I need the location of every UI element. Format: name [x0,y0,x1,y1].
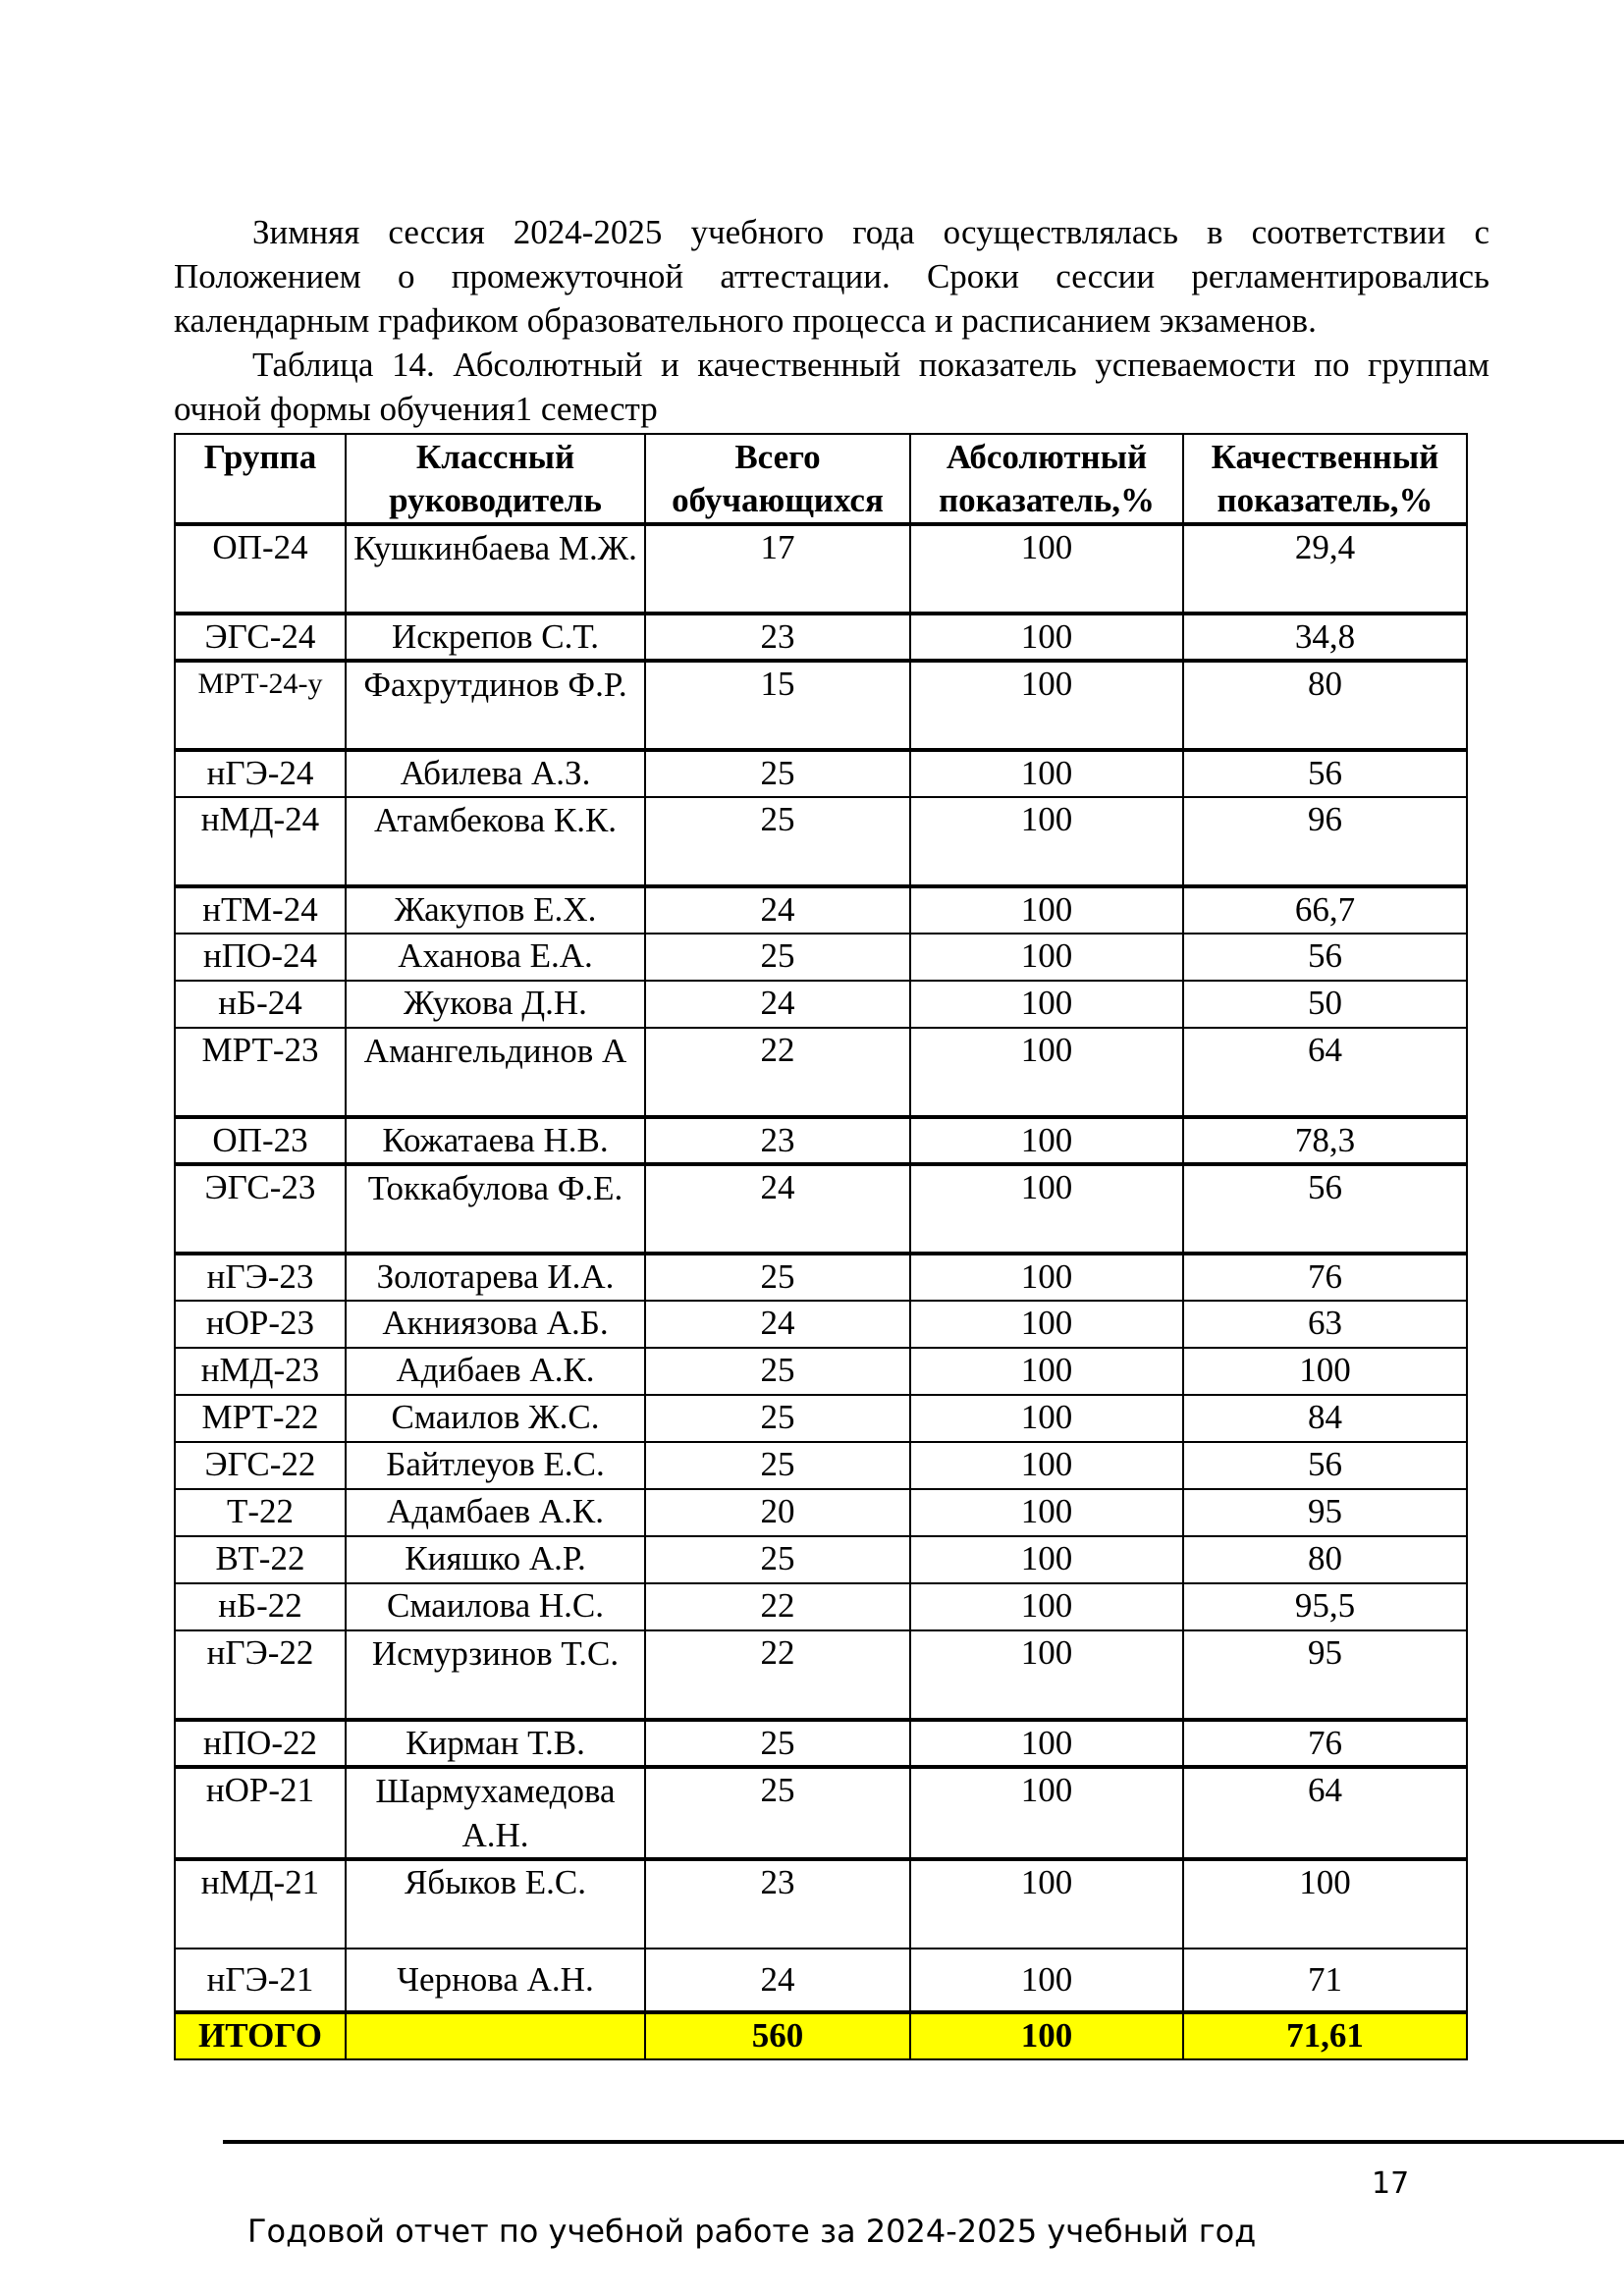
cell-group: Т-22 [175,1489,346,1536]
cell-group: МРТ-24-у [175,661,346,750]
table-row [175,1720,1467,1767]
cell-students: 22 [645,1583,910,1630]
cell-students: 24 [645,981,910,1028]
cell-students: 25 [645,1254,910,1301]
cell-teacher: Жакупов Е.Х. [346,886,645,934]
table-header-row [175,434,1467,524]
cell-quality: 84 [1183,1395,1467,1442]
cell-group: нПО-22 [175,1720,346,1767]
cell-absolute: 100 [910,1949,1183,2012]
cell-group: нГЭ-21 [175,1949,346,2012]
cell-quality: 80 [1183,661,1467,750]
table-row [175,1117,1467,1164]
total-row [175,2012,1467,2059]
table-row [175,750,1467,797]
total-students: 560 [645,2012,910,2059]
cell-teacher: Аханова Е.А. [346,934,645,981]
cell-quality: 78,3 [1183,1117,1467,1164]
total-quality: 71,61 [1183,2012,1467,2059]
cell-teacher: Смаилов Ж.С. [346,1395,645,1442]
cell-absolute: 100 [910,750,1183,797]
cell-group: нМД-24 [175,797,346,886]
total-label: ИТОГО [175,2012,346,2059]
cell-group: ЭГС-22 [175,1442,346,1489]
cell-teacher: Акниязова А.Б. [346,1301,645,1348]
cell-students: 20 [645,1489,910,1536]
cell-quality: 95 [1183,1489,1467,1536]
cell-students: 15 [645,661,910,750]
cell-group: нБ-24 [175,981,346,1028]
header-absolute: Абсолютный показатель,% [910,434,1183,524]
table-row [175,1442,1467,1489]
cell-group: ОП-23 [175,1117,346,1164]
cell-students: 22 [645,1028,910,1117]
performance-table [174,433,1468,2060]
cell-students: 23 [645,614,910,661]
cell-students: 23 [645,1859,910,1949]
cell-group: нБ-22 [175,1583,346,1630]
table-row [175,1348,1467,1395]
table-row [175,1301,1467,1348]
footer-title: Годовой отчет по учебной работе за 2024-2025 учебный год [247,2213,1257,2250]
cell-students: 17 [645,524,910,614]
cell-absolute: 100 [910,981,1183,1028]
cell-absolute: 100 [910,1348,1183,1395]
cell-teacher: Золотарева И.А. [346,1254,645,1301]
cell-students: 25 [645,1395,910,1442]
cell-quality: 76 [1183,1720,1467,1767]
cell-teacher: Кожатаева Н.В. [346,1117,645,1164]
cell-absolute: 100 [910,1630,1183,1720]
cell-quality: 63 [1183,1301,1467,1348]
cell-absolute: 100 [910,661,1183,750]
table-row [175,1164,1467,1254]
cell-teacher: Искрепов С.Т. [346,614,645,661]
cell-teacher: Адибаев А.К. [346,1348,645,1395]
cell-absolute: 100 [910,1164,1183,1254]
cell-group: ЭГС-23 [175,1164,346,1254]
cell-teacher: Байтлеуов Е.С. [346,1442,645,1489]
table-row [175,934,1467,981]
table-row [175,981,1467,1028]
cell-teacher: Токкабулова Ф.Е. [346,1164,645,1254]
cell-students: 25 [645,1348,910,1395]
cell-quality: 80 [1183,1536,1467,1583]
table-caption: Таблица 14. Абсолютный и качественный показатель успеваемости по группам очной формы обучения1 семестр [174,346,1489,428]
table-row [175,1949,1467,2012]
header-teacher: Классный руководитель [346,434,645,524]
cell-students: 22 [645,1630,910,1720]
cell-absolute: 100 [910,1442,1183,1489]
cell-absolute: 100 [910,934,1183,981]
header-quality: Качественный показатель,% [1183,434,1467,524]
cell-quality: 71 [1183,1949,1467,2012]
cell-teacher: Атамбекова К.К. [346,797,645,886]
cell-group: нТМ-24 [175,886,346,934]
table-row [175,1254,1467,1301]
cell-absolute: 100 [910,1117,1183,1164]
cell-students: 24 [645,1949,910,2012]
page-number: 17 [1372,2166,1410,2201]
cell-teacher: Жукова Д.Н. [346,981,645,1028]
cell-students: 24 [645,1301,910,1348]
cell-absolute: 100 [910,1395,1183,1442]
cell-group: нОР-21 [175,1767,346,1859]
cell-quality: 50 [1183,981,1467,1028]
cell-absolute: 100 [910,886,1183,934]
footer-divider [223,2140,1624,2144]
cell-quality: 64 [1183,1028,1467,1117]
cell-absolute: 100 [910,1536,1183,1583]
cell-quality: 66,7 [1183,886,1467,934]
cell-group: нОР-23 [175,1301,346,1348]
total-absolute: 100 [910,2012,1183,2059]
cell-group: ВТ-22 [175,1536,346,1583]
cell-group: нГЭ-24 [175,750,346,797]
cell-students: 24 [645,1164,910,1254]
table-row [175,1859,1467,1949]
cell-students: 25 [645,750,910,797]
table-row [175,524,1467,614]
table-row [175,797,1467,886]
cell-absolute: 100 [910,614,1183,661]
cell-absolute: 100 [910,797,1183,886]
cell-absolute: 100 [910,1489,1183,1536]
cell-students: 25 [645,1720,910,1767]
cell-absolute: 100 [910,1859,1183,1949]
cell-quality: 34,8 [1183,614,1467,661]
cell-group: нГЭ-23 [175,1254,346,1301]
table-row [175,1395,1467,1442]
cell-teacher: Исмурзинов Т.С. [346,1630,645,1720]
cell-absolute: 100 [910,524,1183,614]
total-teacher [346,2012,645,2059]
cell-group: ЭГС-24 [175,614,346,661]
table-row [175,1767,1467,1859]
cell-group: ОП-24 [175,524,346,614]
header-group: Группа [175,434,346,524]
cell-teacher: Амангельдинов А [346,1028,645,1117]
cell-absolute: 100 [910,1720,1183,1767]
cell-teacher: Шармухамедова А.Н. [346,1767,645,1859]
cell-quality: 64 [1183,1767,1467,1859]
cell-group: МРТ-23 [175,1028,346,1117]
cell-quality: 56 [1183,1442,1467,1489]
cell-group: МРТ-22 [175,1395,346,1442]
table-row [175,1536,1467,1583]
table-row [175,886,1467,934]
cell-absolute: 100 [910,1767,1183,1859]
cell-absolute: 100 [910,1254,1183,1301]
cell-quality: 100 [1183,1348,1467,1395]
cell-teacher: Кушкинбаева М.Ж. [346,524,645,614]
cell-students: 25 [645,1442,910,1489]
cell-quality: 29,4 [1183,524,1467,614]
cell-quality: 95 [1183,1630,1467,1720]
cell-quality: 76 [1183,1254,1467,1301]
cell-students: 23 [645,1117,910,1164]
table-row [175,1583,1467,1630]
cell-group: нМД-23 [175,1348,346,1395]
cell-teacher: Чернова А.Н. [346,1949,645,2012]
intro-paragraph: Зимняя сессия 2024-2025 учебного года осуществлялась в соответствии с Положением о промежуточной аттестации. Сроки сессии регламентировались календарным графиком образовательного процесса и расписанием экзаменов. [174,213,1489,340]
table-row [175,614,1467,661]
cell-students: 25 [645,1767,910,1859]
cell-teacher: Кирман Т.В. [346,1720,645,1767]
cell-teacher: Ябыков Е.С. [346,1859,645,1949]
cell-students: 25 [645,797,910,886]
intro-text [174,210,1489,431]
cell-students: 25 [645,934,910,981]
table-row [175,1489,1467,1536]
cell-quality: 96 [1183,797,1467,886]
cell-teacher: Смаилова Н.С. [346,1583,645,1630]
cell-teacher: Кияшко А.Р. [346,1536,645,1583]
cell-students: 24 [645,886,910,934]
cell-absolute: 100 [910,1301,1183,1348]
cell-absolute: 100 [910,1583,1183,1630]
cell-quality: 56 [1183,934,1467,981]
table-row [175,661,1467,750]
cell-group: нПО-24 [175,934,346,981]
cell-teacher: Фахрутдинов Ф.Р. [346,661,645,750]
cell-quality: 100 [1183,1859,1467,1949]
cell-absolute: 100 [910,1028,1183,1117]
cell-group: нМД-21 [175,1859,346,1949]
cell-group: нГЭ-22 [175,1630,346,1720]
cell-teacher: Адамбаев А.К. [346,1489,645,1536]
cell-quality: 95,5 [1183,1583,1467,1630]
header-students: Всего обучающихся [645,434,910,524]
cell-quality: 56 [1183,750,1467,797]
cell-quality: 56 [1183,1164,1467,1254]
cell-students: 25 [645,1536,910,1583]
cell-teacher: Абилева А.З. [346,750,645,797]
table-row [175,1630,1467,1720]
table-row [175,1028,1467,1117]
